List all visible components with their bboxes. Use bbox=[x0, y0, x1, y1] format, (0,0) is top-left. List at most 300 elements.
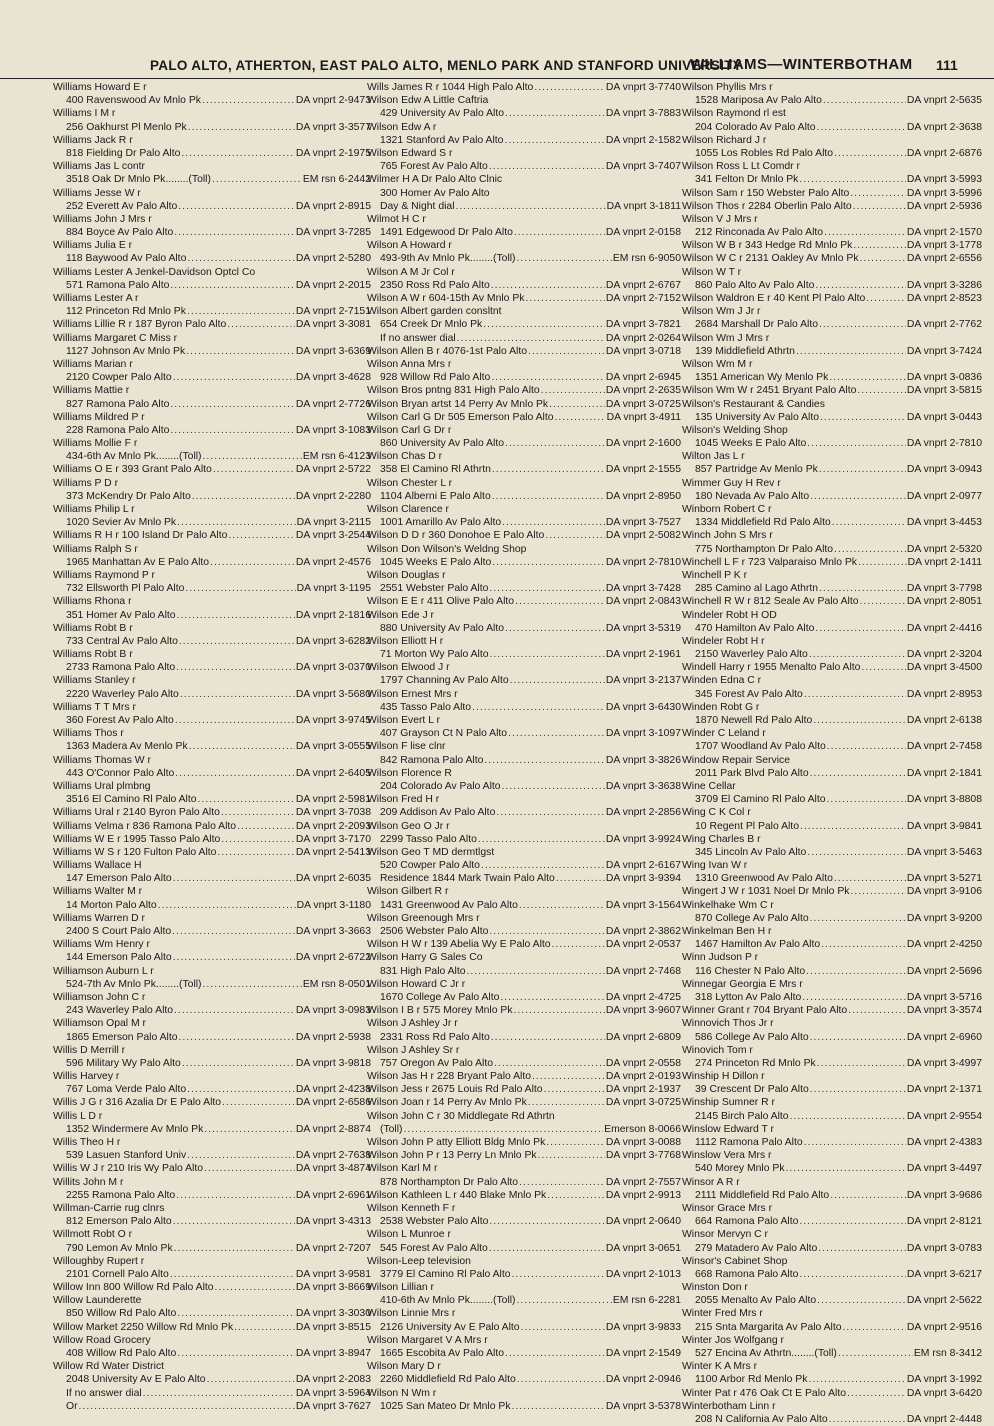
phone-number: DA vnprt 3-5964 bbox=[295, 1387, 371, 1399]
listing-text: 360 Forest Av Palo Alto bbox=[66, 715, 174, 726]
listing-line bbox=[53, 1096, 371, 1109]
listing-text: Wilson Douglas r bbox=[367, 569, 446, 581]
leader-dots bbox=[820, 411, 906, 424]
listing-text: Wilson Bros pntng 831 High Palo Alto bbox=[367, 385, 540, 397]
listing-line bbox=[367, 266, 681, 279]
listing-text: 116 Chester N Palo Alto bbox=[695, 965, 806, 977]
leader-dots bbox=[819, 463, 906, 476]
listing-line bbox=[53, 94, 371, 107]
leader-dots bbox=[817, 1057, 906, 1070]
listing-line bbox=[682, 463, 982, 476]
listing-line bbox=[53, 1176, 371, 1189]
phone-number: EM rsn 8-0501 bbox=[302, 978, 371, 990]
listing-line bbox=[682, 609, 982, 622]
listing-text: Williams T T Mrs r bbox=[53, 701, 136, 713]
listing-text: 2011 Park Blvd Palo Alto bbox=[695, 767, 809, 779]
listing-line bbox=[682, 661, 982, 674]
phone-number: DA vnprt 2-3204 bbox=[906, 649, 982, 661]
phone-number: DA vnprt 2-7810 bbox=[906, 438, 982, 450]
listing-line bbox=[53, 345, 371, 358]
listing-line bbox=[367, 147, 681, 160]
leader-dots bbox=[221, 806, 295, 819]
listing-text: Willman-Carrie rug clnrs bbox=[53, 1202, 165, 1214]
listing-line bbox=[682, 1176, 982, 1189]
listing-text: 400 Ravenswood Av Mnlo Pk bbox=[66, 95, 201, 107]
phone-number: DA vnprt 3-5271 bbox=[906, 873, 982, 885]
phone-number: DA vnprt 2-7726 bbox=[295, 398, 371, 410]
listing-text: Williams John J Mrs r bbox=[53, 213, 152, 225]
leader-dots bbox=[514, 226, 605, 239]
listing-line bbox=[682, 595, 982, 608]
phone-number: DA vnprt 2-6809 bbox=[605, 1031, 681, 1043]
listing-line bbox=[53, 160, 371, 173]
listing-line bbox=[367, 714, 681, 727]
leader-dots bbox=[489, 582, 605, 595]
listing-line bbox=[682, 727, 982, 740]
listing-line bbox=[367, 582, 681, 595]
phone-number: DA vnprt 3-4313 bbox=[295, 1216, 371, 1228]
phone-number: DA vnprt 2-7810 bbox=[605, 556, 681, 568]
leader-dots bbox=[541, 384, 605, 397]
listing-text: Winship Sumner R r bbox=[682, 1097, 775, 1109]
listing-text: Winkelman Ben H r bbox=[682, 926, 772, 937]
listing-text: 1431 Greenwood Av Palo Alto bbox=[380, 899, 518, 911]
phone-number: DA vnprt 2-6767 bbox=[605, 279, 681, 291]
listing-text: 180 Nevada Av Palo Alto bbox=[695, 490, 810, 502]
leader-dots bbox=[496, 806, 605, 819]
phone-number: DA vnprt 3-3081 bbox=[295, 319, 371, 331]
phone-number: DA vnprt 3-8947 bbox=[295, 1348, 371, 1359]
listing-text: 139 Middlefield Athrtn bbox=[695, 345, 795, 357]
leader-dots bbox=[198, 793, 295, 806]
leader-dots bbox=[521, 1321, 605, 1334]
listing-line bbox=[367, 1123, 681, 1136]
listing-text: 2120 Cowper Palo Alto bbox=[66, 372, 172, 384]
listing-text: Wilson Allen B r 4076-1st Palo Alto bbox=[367, 345, 527, 357]
listing-line bbox=[682, 701, 982, 714]
leader-dots bbox=[489, 1215, 605, 1228]
listing-text: 1001 Amarillo Av Palo Alto bbox=[380, 517, 502, 529]
leader-dots bbox=[860, 595, 906, 608]
listing-text: Windeler Robt H r bbox=[682, 635, 765, 647]
leader-dots bbox=[528, 1096, 605, 1109]
listing-text: 300 Homer Av Palo Alto bbox=[380, 187, 490, 199]
listing-line bbox=[682, 1360, 982, 1373]
listing-text: Wilson H W r 139 Abelia Wy E Palo Alto bbox=[367, 939, 551, 951]
listing-line bbox=[367, 899, 681, 912]
leader-dots bbox=[517, 1373, 605, 1386]
listing-line bbox=[53, 1070, 371, 1083]
leader-dots bbox=[804, 688, 906, 701]
listing-text: 212 Rinconada Av Palo Alto bbox=[695, 227, 824, 239]
leader-dots bbox=[237, 820, 295, 833]
listing-text: Williams Stanley r bbox=[53, 675, 136, 687]
phone-number: DA vnprt 3-4874 bbox=[295, 1163, 371, 1175]
listing-text: Winship H Dillon r bbox=[682, 1071, 765, 1083]
leader-dots bbox=[810, 1083, 906, 1096]
leader-dots bbox=[204, 1123, 295, 1136]
listing-line bbox=[367, 595, 681, 608]
listing-line bbox=[53, 912, 371, 925]
listing-text: 540 Morey Mnlo Pk bbox=[695, 1163, 785, 1175]
listing-line bbox=[682, 1255, 982, 1268]
listing-text: Wilson A M Jr Col r bbox=[367, 266, 455, 278]
leader-dots bbox=[857, 384, 906, 397]
listing-text: 857 Partridge Av Menlo Pk bbox=[695, 464, 818, 476]
listing-text: Wilson Phyllis Mrs r bbox=[682, 82, 773, 93]
phone-number: DA vnprt 3-9394 bbox=[605, 873, 681, 885]
listing-text: Williams R H r 100 Island Dr Palo Alto bbox=[53, 530, 228, 542]
listing-text: 812 Emerson Palo Alto bbox=[66, 1216, 172, 1228]
phone-number: DA vnprt 3-5319 bbox=[605, 622, 681, 634]
listing-text: 757 Oregon Av Palo Alto bbox=[380, 1057, 494, 1069]
phone-number: DA vnprt 2-1570 bbox=[906, 227, 982, 239]
phone-number: DA vnprt 2-5280 bbox=[295, 253, 371, 265]
leader-dots bbox=[800, 820, 906, 833]
listing-text: Wilson Linnie Mrs r bbox=[367, 1308, 456, 1320]
listing-text: Wilson A W r 604-15th Av Mnlo Pk bbox=[367, 293, 525, 304]
listing-text: Wilson F lise clnr bbox=[367, 741, 446, 753]
listing-text: 1055 Los Robles Rd Palo Alto bbox=[695, 147, 834, 159]
listing-line bbox=[367, 859, 681, 872]
leader-dots bbox=[178, 200, 295, 213]
leader-dots bbox=[847, 1387, 906, 1400]
listing-line bbox=[367, 806, 681, 819]
phone-number: DA vnprt 3-8669 bbox=[295, 1282, 371, 1294]
phone-number: DA vnprt 2-1600 bbox=[605, 438, 681, 450]
phone-number: DA vnprt 3-8808 bbox=[906, 794, 982, 806]
listing-text: 252 Everett Av Palo Alto bbox=[66, 200, 178, 212]
listing-text: 274 Princeton Rd Mnlo Pk bbox=[695, 1057, 816, 1069]
leader-dots bbox=[519, 1176, 605, 1189]
listing-line bbox=[367, 279, 681, 292]
phone-number: DA vnprt 2-0640 bbox=[605, 1216, 681, 1228]
listing-text: 209 Addison Av Palo Alto bbox=[380, 807, 496, 819]
listing-text: Wilson Chas D r bbox=[367, 451, 443, 463]
listing-text: Wilson Kathleen L r 440 Blake Mnlo Pk bbox=[367, 1189, 547, 1201]
leader-dots bbox=[228, 529, 295, 542]
phone-number: EM rsn 6-4123 bbox=[302, 451, 371, 463]
listing-line bbox=[367, 925, 681, 938]
listing-text: Willis Harvey r bbox=[53, 1071, 120, 1083]
phone-number: DA vnprt 2-0843 bbox=[605, 596, 681, 608]
leader-dots bbox=[819, 582, 906, 595]
phone-number: DA vnprt 2-2083 bbox=[295, 1374, 371, 1386]
listing-line bbox=[53, 1334, 371, 1347]
leader-dots bbox=[181, 147, 295, 160]
listing-text: Wilson's Welding Shop bbox=[682, 424, 788, 436]
phone-number: DA vnprt 3-1992 bbox=[906, 1374, 982, 1386]
listing-line bbox=[367, 477, 681, 490]
listing-line bbox=[682, 1294, 982, 1307]
listing-text: Williams Jas L contr bbox=[53, 161, 145, 173]
phone-number: DA vnprt 3-4997 bbox=[906, 1057, 982, 1069]
listing-text: 654 Creek Dr Mnlo Pk bbox=[380, 319, 483, 331]
listing-text: Wilson Margaret V A Mrs r bbox=[367, 1334, 488, 1346]
phone-number: DA vnprt 3-1564 bbox=[605, 899, 681, 911]
listing-line bbox=[53, 1400, 371, 1413]
leader-dots bbox=[192, 490, 295, 503]
listing-text: Wilson Carl G Dr 505 Emerson Palo Alto bbox=[367, 411, 554, 423]
phone-number: DA vnprt 3-2115 bbox=[296, 517, 371, 529]
listing-line bbox=[682, 332, 982, 345]
listing-line bbox=[682, 899, 982, 912]
listing-line bbox=[682, 516, 982, 529]
leader-dots bbox=[158, 899, 296, 912]
listing-text: Wilson Elwood J r bbox=[367, 662, 450, 674]
phone-number: DA vnprt 3-0725 bbox=[605, 398, 681, 410]
phone-number: DA vnprt 2-9473 bbox=[295, 95, 371, 107]
listing-text: 1351 American Wy Menlo Pk bbox=[695, 372, 829, 384]
listing-text: Wilson W B r 343 Hedge Rd Mnlo Pk bbox=[682, 240, 853, 252]
phone-number: DA vnprt 2-5082 bbox=[605, 530, 681, 542]
phone-number: DA vnprt 3-9686 bbox=[906, 1189, 982, 1201]
phone-number: DA vnprt 3-7428 bbox=[605, 583, 681, 595]
listing-text: Wilson Wm J Jr r bbox=[682, 306, 761, 318]
listing-text: Winn Judson P r bbox=[682, 952, 759, 964]
listing-line bbox=[682, 1070, 982, 1083]
listing-line bbox=[367, 991, 681, 1004]
listing-line bbox=[367, 793, 681, 806]
listing-text: 571 Ramona Palo Alto bbox=[66, 279, 170, 291]
phone-number: DA vnprt 2-6167 bbox=[605, 860, 681, 872]
listing-line bbox=[367, 450, 681, 463]
listing-text: Williams Jesse W r bbox=[53, 187, 141, 199]
leader-dots bbox=[515, 595, 605, 608]
listing-line bbox=[367, 463, 681, 476]
leader-dots bbox=[512, 1400, 605, 1413]
phone-number: DA vnprt 2-7557 bbox=[605, 1176, 681, 1188]
listing-text: 39 Crescent Dr Palo Alto bbox=[695, 1084, 809, 1096]
listing-line bbox=[53, 635, 371, 648]
phone-number: DA vnprt 3-7798 bbox=[906, 583, 982, 595]
listing-text: Wilson Richard J r bbox=[682, 134, 767, 146]
listing-line bbox=[367, 81, 681, 94]
listing-line bbox=[367, 1149, 681, 1162]
listing-text: Wilson Thos r 2284 Oberlin Palo Alto bbox=[682, 200, 852, 212]
leader-dots bbox=[815, 279, 906, 292]
listing-line bbox=[53, 1215, 371, 1228]
leader-dots bbox=[799, 1215, 906, 1228]
listing-line bbox=[682, 978, 982, 991]
listing-line bbox=[53, 899, 371, 912]
listing-line bbox=[53, 938, 371, 951]
listing-text: 1965 Manhattan Av E Palo Alto bbox=[66, 556, 210, 568]
listing-line bbox=[53, 1347, 371, 1360]
listing-line bbox=[53, 556, 371, 569]
listing-text: Winner Grant r 704 Bryant Palo Alto bbox=[682, 1005, 848, 1017]
phone-number: DA vnprt 2-7762 bbox=[906, 319, 982, 331]
listing-line bbox=[682, 292, 982, 305]
listing-text: 135 University Av Palo Alto bbox=[695, 411, 819, 423]
listing-line bbox=[367, 1070, 681, 1083]
phone-number: DA vnprt 2-3862 bbox=[605, 926, 681, 937]
listing-text: 215 Snta Margarita Av Palo Alto bbox=[695, 1321, 842, 1333]
listing-text: 14 Morton Palo Alto bbox=[66, 899, 157, 911]
listing-text: 358 El Camino Rl Athrtn bbox=[380, 464, 491, 476]
listing-text: 2684 Marshall Dr Palo Alto bbox=[695, 319, 819, 331]
listing-line bbox=[367, 187, 681, 200]
leader-dots bbox=[861, 661, 905, 674]
listing-text: Wilson Elliott H r bbox=[367, 635, 444, 647]
listing-line bbox=[682, 951, 982, 964]
leader-dots bbox=[489, 648, 604, 661]
leader-dots bbox=[853, 200, 906, 213]
leader-dots bbox=[848, 1004, 906, 1017]
listing-line bbox=[367, 1400, 681, 1413]
listing-text: Williams Raymond P r bbox=[53, 569, 156, 581]
listing-text: Williams Julia E r bbox=[53, 240, 133, 252]
leader-dots bbox=[538, 1149, 605, 1162]
listing-line bbox=[367, 569, 681, 582]
leader-dots bbox=[185, 582, 295, 595]
listing-line bbox=[367, 1083, 681, 1096]
leader-dots bbox=[799, 1268, 906, 1281]
listing-line bbox=[53, 437, 371, 450]
phone-number: DA vnprt 2-6961 bbox=[295, 1189, 371, 1201]
listing-text: Wilson Florence R bbox=[367, 767, 452, 779]
listing-line bbox=[367, 173, 681, 186]
phone-number: DA vnprt 3-0651 bbox=[605, 1242, 681, 1254]
listing-line bbox=[367, 134, 681, 147]
leader-dots bbox=[545, 529, 605, 542]
leader-dots bbox=[489, 925, 605, 938]
leader-dots bbox=[492, 556, 605, 569]
listing-column-1 bbox=[53, 81, 371, 1413]
listing-text: 870 College Av Palo Alto bbox=[695, 912, 809, 924]
listing-line bbox=[53, 833, 371, 846]
listing-line bbox=[53, 793, 371, 806]
leader-dots bbox=[834, 872, 906, 885]
listing-line bbox=[53, 543, 371, 556]
phone-number: DA vnprt 2-8953 bbox=[906, 688, 982, 700]
name-range: WILLIAMS—WINTERBOTHAM bbox=[690, 56, 913, 73]
listing-text: Williams Ural r 2140 Byron Palo Alto bbox=[53, 807, 220, 819]
listing-line bbox=[53, 595, 371, 608]
listing-text: 1870 Newell Rd Palo Alto bbox=[695, 715, 813, 726]
listing-line bbox=[53, 1123, 371, 1136]
listing-line bbox=[682, 160, 982, 173]
phone-number: DA vnprt 3-0443 bbox=[906, 411, 982, 423]
listing-text: Wine Cellar bbox=[682, 780, 736, 792]
listing-line bbox=[367, 872, 681, 885]
listing-line bbox=[367, 740, 681, 753]
listing-text: Or bbox=[66, 1400, 78, 1412]
phone-number: DA vnprt 3-0725 bbox=[605, 1097, 681, 1109]
listing-text: 842 Ramona Palo Alto bbox=[380, 754, 484, 766]
listing-text: Winchell P K r bbox=[682, 569, 748, 581]
listing-line bbox=[53, 424, 371, 437]
listing-text: Willis Theo H r bbox=[53, 1137, 121, 1148]
listing-text: Wilson W C r 2131 Oakley Av Mnlo Pk bbox=[682, 253, 859, 265]
listing-line bbox=[367, 780, 681, 793]
listing-text: Winborn Robert C r bbox=[682, 504, 772, 515]
listing-text: 664 Ramona Palo Alto bbox=[695, 1216, 799, 1228]
leader-dots bbox=[203, 450, 302, 463]
listing-text: Wimmer Guy H Rev r bbox=[682, 477, 781, 489]
leader-dots bbox=[500, 991, 605, 1004]
listing-text: 1045 Weeks E Palo Alto bbox=[695, 438, 807, 450]
listing-line bbox=[682, 318, 982, 331]
listing-line bbox=[53, 754, 371, 767]
listing-line bbox=[53, 820, 371, 833]
phone-number: DA vnprt 2-1411 bbox=[907, 556, 982, 568]
listing-line bbox=[682, 81, 982, 94]
phone-number: DA vnprt 2-1816 bbox=[295, 609, 371, 621]
listing-text: Wilson E E r 411 Olive Palo Alto bbox=[367, 596, 515, 608]
listing-text: Wilson's Restaurant & Candies bbox=[682, 398, 825, 410]
phone-number: DA vnprt 3-9924 bbox=[605, 833, 681, 845]
listing-line bbox=[367, 938, 681, 951]
leader-dots bbox=[174, 1242, 295, 1255]
listing-text: 1865 Emerson Palo Alto bbox=[66, 1031, 178, 1043]
listing-line bbox=[53, 688, 371, 701]
listing-line bbox=[682, 543, 982, 556]
listing-line bbox=[53, 648, 371, 661]
phone-number: DA vnprt 2-4576 bbox=[295, 556, 371, 568]
listing-line bbox=[367, 292, 681, 305]
listing-line bbox=[367, 1004, 681, 1017]
listing-line bbox=[682, 1413, 982, 1426]
listing-line bbox=[53, 859, 371, 872]
leader-dots bbox=[810, 767, 906, 780]
listing-line bbox=[682, 1281, 982, 1294]
phone-number: DA vnprt 3-3286 bbox=[906, 279, 982, 291]
leader-dots bbox=[519, 899, 605, 912]
listing-line bbox=[367, 490, 681, 503]
listing-line bbox=[367, 701, 681, 714]
phone-number: DA vnprt 2-0264 bbox=[605, 332, 681, 344]
listing-text: Winslow Vera Mrs r bbox=[682, 1150, 772, 1162]
listing-line bbox=[53, 965, 371, 978]
listing-line bbox=[367, 1307, 681, 1320]
listing-line bbox=[53, 107, 371, 120]
listing-line bbox=[367, 556, 681, 569]
listing-text: Williams Velma r 836 Ramona Palo Alto bbox=[53, 820, 237, 832]
listing-line bbox=[367, 1057, 681, 1070]
leader-dots bbox=[810, 1031, 906, 1044]
leader-dots bbox=[547, 1189, 605, 1202]
phone-number: DA vnprt 3-3826 bbox=[605, 754, 681, 766]
listing-line bbox=[53, 1057, 371, 1070]
leader-dots bbox=[210, 556, 295, 569]
listing-line bbox=[367, 384, 681, 397]
listing-line bbox=[53, 1228, 371, 1241]
listing-text: Winslow Edward T r bbox=[682, 1123, 775, 1135]
listing-text: 3518 Oak Dr Mnlo Pk........(Toll) bbox=[66, 174, 211, 186]
phone-number: DA vnprt 2-6960 bbox=[906, 1031, 982, 1043]
leader-dots bbox=[843, 1321, 906, 1334]
leader-dots bbox=[170, 424, 295, 437]
leader-dots bbox=[173, 951, 295, 964]
phone-number: DA vnprt 3-0983 bbox=[295, 1005, 371, 1017]
listing-text: Winterbotham Linn r bbox=[682, 1400, 776, 1412]
phone-number: DA vnprt 2-4725 bbox=[605, 991, 681, 1003]
listing-text: 345 Lincoln Av Palo Alto bbox=[695, 846, 807, 858]
listing-line bbox=[53, 1031, 371, 1044]
listing-text: Wilson Jas H r 228 Bryant Palo Alto bbox=[367, 1071, 532, 1083]
listing-line bbox=[682, 793, 982, 806]
listing-text: Willoughby Rupert r bbox=[53, 1255, 145, 1267]
listing-text: Wilson Lillian r bbox=[367, 1282, 434, 1294]
listing-line bbox=[53, 147, 371, 160]
listing-text: Wilson Edw A r bbox=[367, 121, 437, 133]
listing-line bbox=[367, 1031, 681, 1044]
listing-text: 1665 Escobita Av Palo Alto bbox=[380, 1348, 505, 1359]
listing-line bbox=[53, 1149, 371, 1162]
phone-number: DA vnprt 2-1841 bbox=[906, 767, 982, 779]
listing-line bbox=[53, 279, 371, 292]
